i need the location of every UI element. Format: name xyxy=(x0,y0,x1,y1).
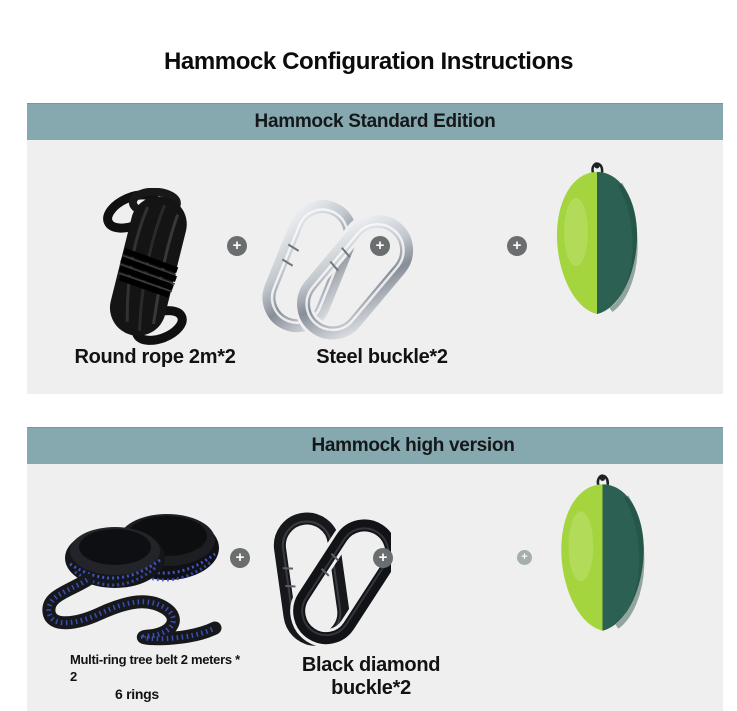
steel-buckle-illustration xyxy=(251,196,416,351)
tree-belt-label-line1: Multi-ring tree belt 2 meters * xyxy=(70,652,240,667)
section-standard-title: Hammock Standard Edition xyxy=(254,111,496,132)
hammock-sack-illustration xyxy=(547,160,647,322)
section-high-header xyxy=(27,427,723,464)
steel-buckle-image xyxy=(251,196,416,356)
plus-icon: + xyxy=(230,548,250,568)
plus-icon: + xyxy=(370,236,390,256)
round-rope-image xyxy=(67,188,237,355)
round-rope-label: Round rope 2m*2 xyxy=(74,346,236,368)
tree-belt-illustration xyxy=(37,496,237,656)
section-standard-header xyxy=(27,103,723,140)
hammock-sack-illustration xyxy=(551,472,654,639)
hammock-sack-image xyxy=(551,472,654,644)
black-buckle-illustration xyxy=(251,504,391,654)
tree-belt-image xyxy=(37,496,237,661)
section-standard xyxy=(27,103,723,394)
section-high-body xyxy=(27,464,723,711)
plus-icon: + xyxy=(507,236,527,256)
plus-icon: + xyxy=(373,548,393,568)
steel-buckle-label: Steel buckle*2 xyxy=(316,346,448,368)
section-high xyxy=(27,427,723,711)
black-buckle-label: Black diamond buckle*2 xyxy=(301,654,441,699)
hammock-sack-image xyxy=(547,160,647,327)
page-title: Hammock Configuration Instructions xyxy=(163,48,574,75)
tree-belt-rings-label: 6 rings xyxy=(115,686,159,702)
black-buckle-image xyxy=(251,504,391,659)
round-rope-illustration xyxy=(67,188,237,350)
plus-icon: + xyxy=(517,550,532,565)
section-standard-body xyxy=(27,140,723,394)
section-high-title: Hammock high version xyxy=(311,435,515,456)
plus-icon: + xyxy=(227,236,247,256)
tree-belt-label-line2: 2 xyxy=(70,668,77,684)
